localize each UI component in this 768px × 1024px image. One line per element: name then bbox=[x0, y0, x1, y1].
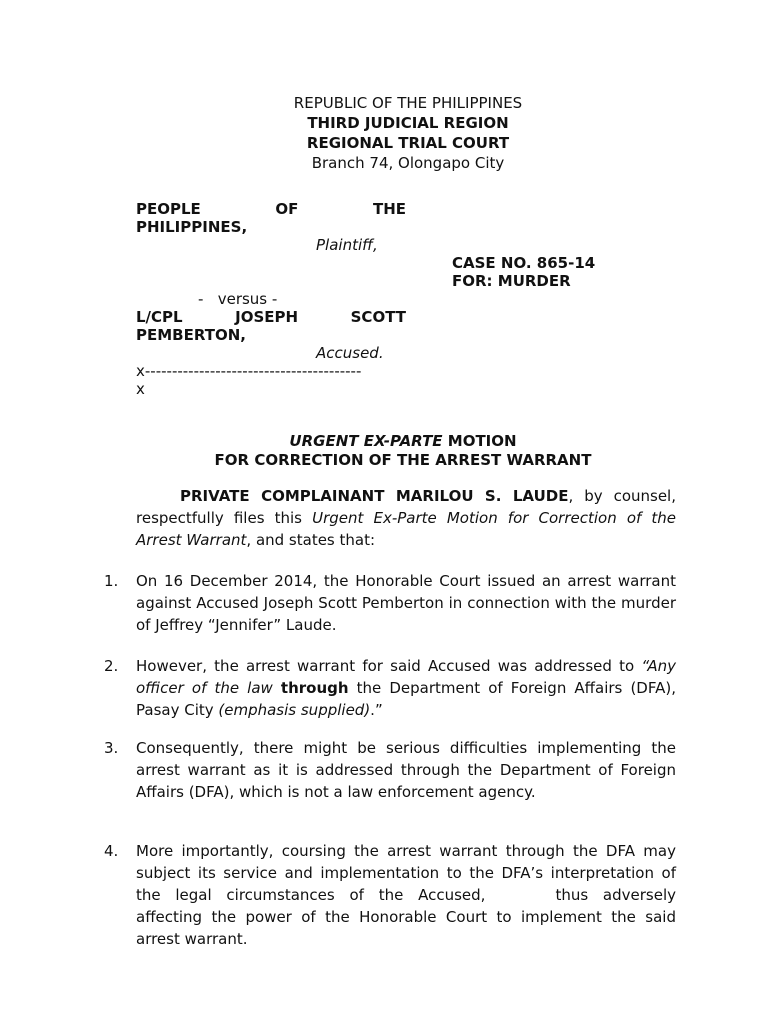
plaintiff-name-line1: PEOPLE OF THE bbox=[136, 200, 406, 218]
motion-title-line1 bbox=[0, 432, 768, 451]
paragraph-2-quote-a: “Any officer of the law bbox=[136, 657, 676, 697]
motion-title bbox=[0, 432, 768, 470]
intro-text-1: , by counsel, respectfully files this bbox=[136, 487, 676, 527]
paragraph-4 bbox=[104, 840, 676, 950]
republic-line: REPUBLIC OF THE PHILIPPINES bbox=[293, 94, 523, 112]
paragraph-2-emphasis: (emphasis supplied) bbox=[218, 701, 371, 719]
paragraph-2-quote-b: the Department of Foreign Affairs (DFA), Pasay City bbox=[136, 679, 676, 719]
complainant-name: PRIVATE COMPLAINANT MARILOU S. LAUDE bbox=[180, 487, 569, 505]
case-details bbox=[452, 254, 595, 290]
paragraph-2-bold: through bbox=[280, 679, 349, 697]
paragraph-2-number: 2. bbox=[104, 657, 119, 675]
paragraph-3-text: Consequently, there might be serious difficulties implementing the arrest warrant as it is addressed through the Department of Foreign Affairs (DFA), which is not a law enforcement agency. bbox=[136, 739, 676, 801]
paragraph-1-text: On 16 December 2014, the Honorable Court issued an arrest warrant against Accused Joseph Scott Pemberton in connection with the murder of Jeffrey “Jennifer” Laude. bbox=[136, 572, 676, 634]
motion-title-italic: URGENT EX-PARTE bbox=[289, 432, 443, 450]
court-header bbox=[0, 93, 768, 173]
paragraph-4-text bbox=[136, 840, 676, 950]
motion-title-rest: MOTION bbox=[442, 432, 517, 450]
paragraph-1-number: 1. bbox=[104, 572, 119, 590]
accused-role: Accused. bbox=[316, 344, 384, 362]
judicial-region-line: THIRD JUDICIAL REGION bbox=[307, 114, 509, 132]
trial-court-line: REGIONAL TRIAL COURT bbox=[306, 134, 510, 152]
versus-label: - versus - bbox=[198, 290, 278, 308]
paragraph-4-text-b: thus adversely affecting the power of the Honorable Court to implement the said arrest warrant. bbox=[136, 886, 676, 948]
paragraph-2-quote-end: .” bbox=[370, 701, 383, 719]
caption-divider: x---------------------------------------- bbox=[136, 362, 362, 380]
case-charge: FOR: MURDER bbox=[452, 272, 571, 290]
plaintiff-role: Plaintiff, bbox=[316, 236, 378, 254]
case-number: CASE NO. 865-14 bbox=[452, 254, 596, 272]
accused-name-line2: PEMBERTON, bbox=[136, 326, 246, 344]
paragraph-2 bbox=[104, 655, 676, 721]
motion-title-line2: FOR CORRECTION OF THE ARREST WARRANT bbox=[214, 451, 592, 469]
motion-name: Urgent Ex-Parte Motion for Correction of the Arrest Warrant bbox=[136, 509, 677, 549]
paragraph-2-text-a: However, the arrest warrant for said Accused was addressed to bbox=[136, 657, 642, 675]
paragraph-3-number: 3. bbox=[104, 739, 119, 757]
paragraph-3 bbox=[104, 737, 676, 803]
paragraph-4-number: 4. bbox=[104, 842, 119, 860]
intro-text-2: , and states that: bbox=[246, 531, 376, 549]
intro-paragraph bbox=[136, 485, 676, 551]
plaintiff-name-line2: PHILIPPINES, bbox=[136, 218, 248, 236]
branch-line: Branch 74, Olongapo City bbox=[311, 154, 505, 172]
paragraph-4-text-a: More importantly, coursing the arrest warrant through the DFA may subject its service and implementation to the DFA’s interpretation of the legal circumstances of the Accused, bbox=[136, 842, 676, 904]
accused-name-line1: L/CPL JOSEPH SCOTT bbox=[136, 308, 406, 326]
caption-divider-end: x bbox=[136, 380, 145, 398]
paragraph-2-text bbox=[136, 655, 676, 721]
case-caption bbox=[136, 200, 406, 398]
paragraph-1 bbox=[104, 570, 676, 636]
caption-spacer bbox=[136, 254, 406, 290]
